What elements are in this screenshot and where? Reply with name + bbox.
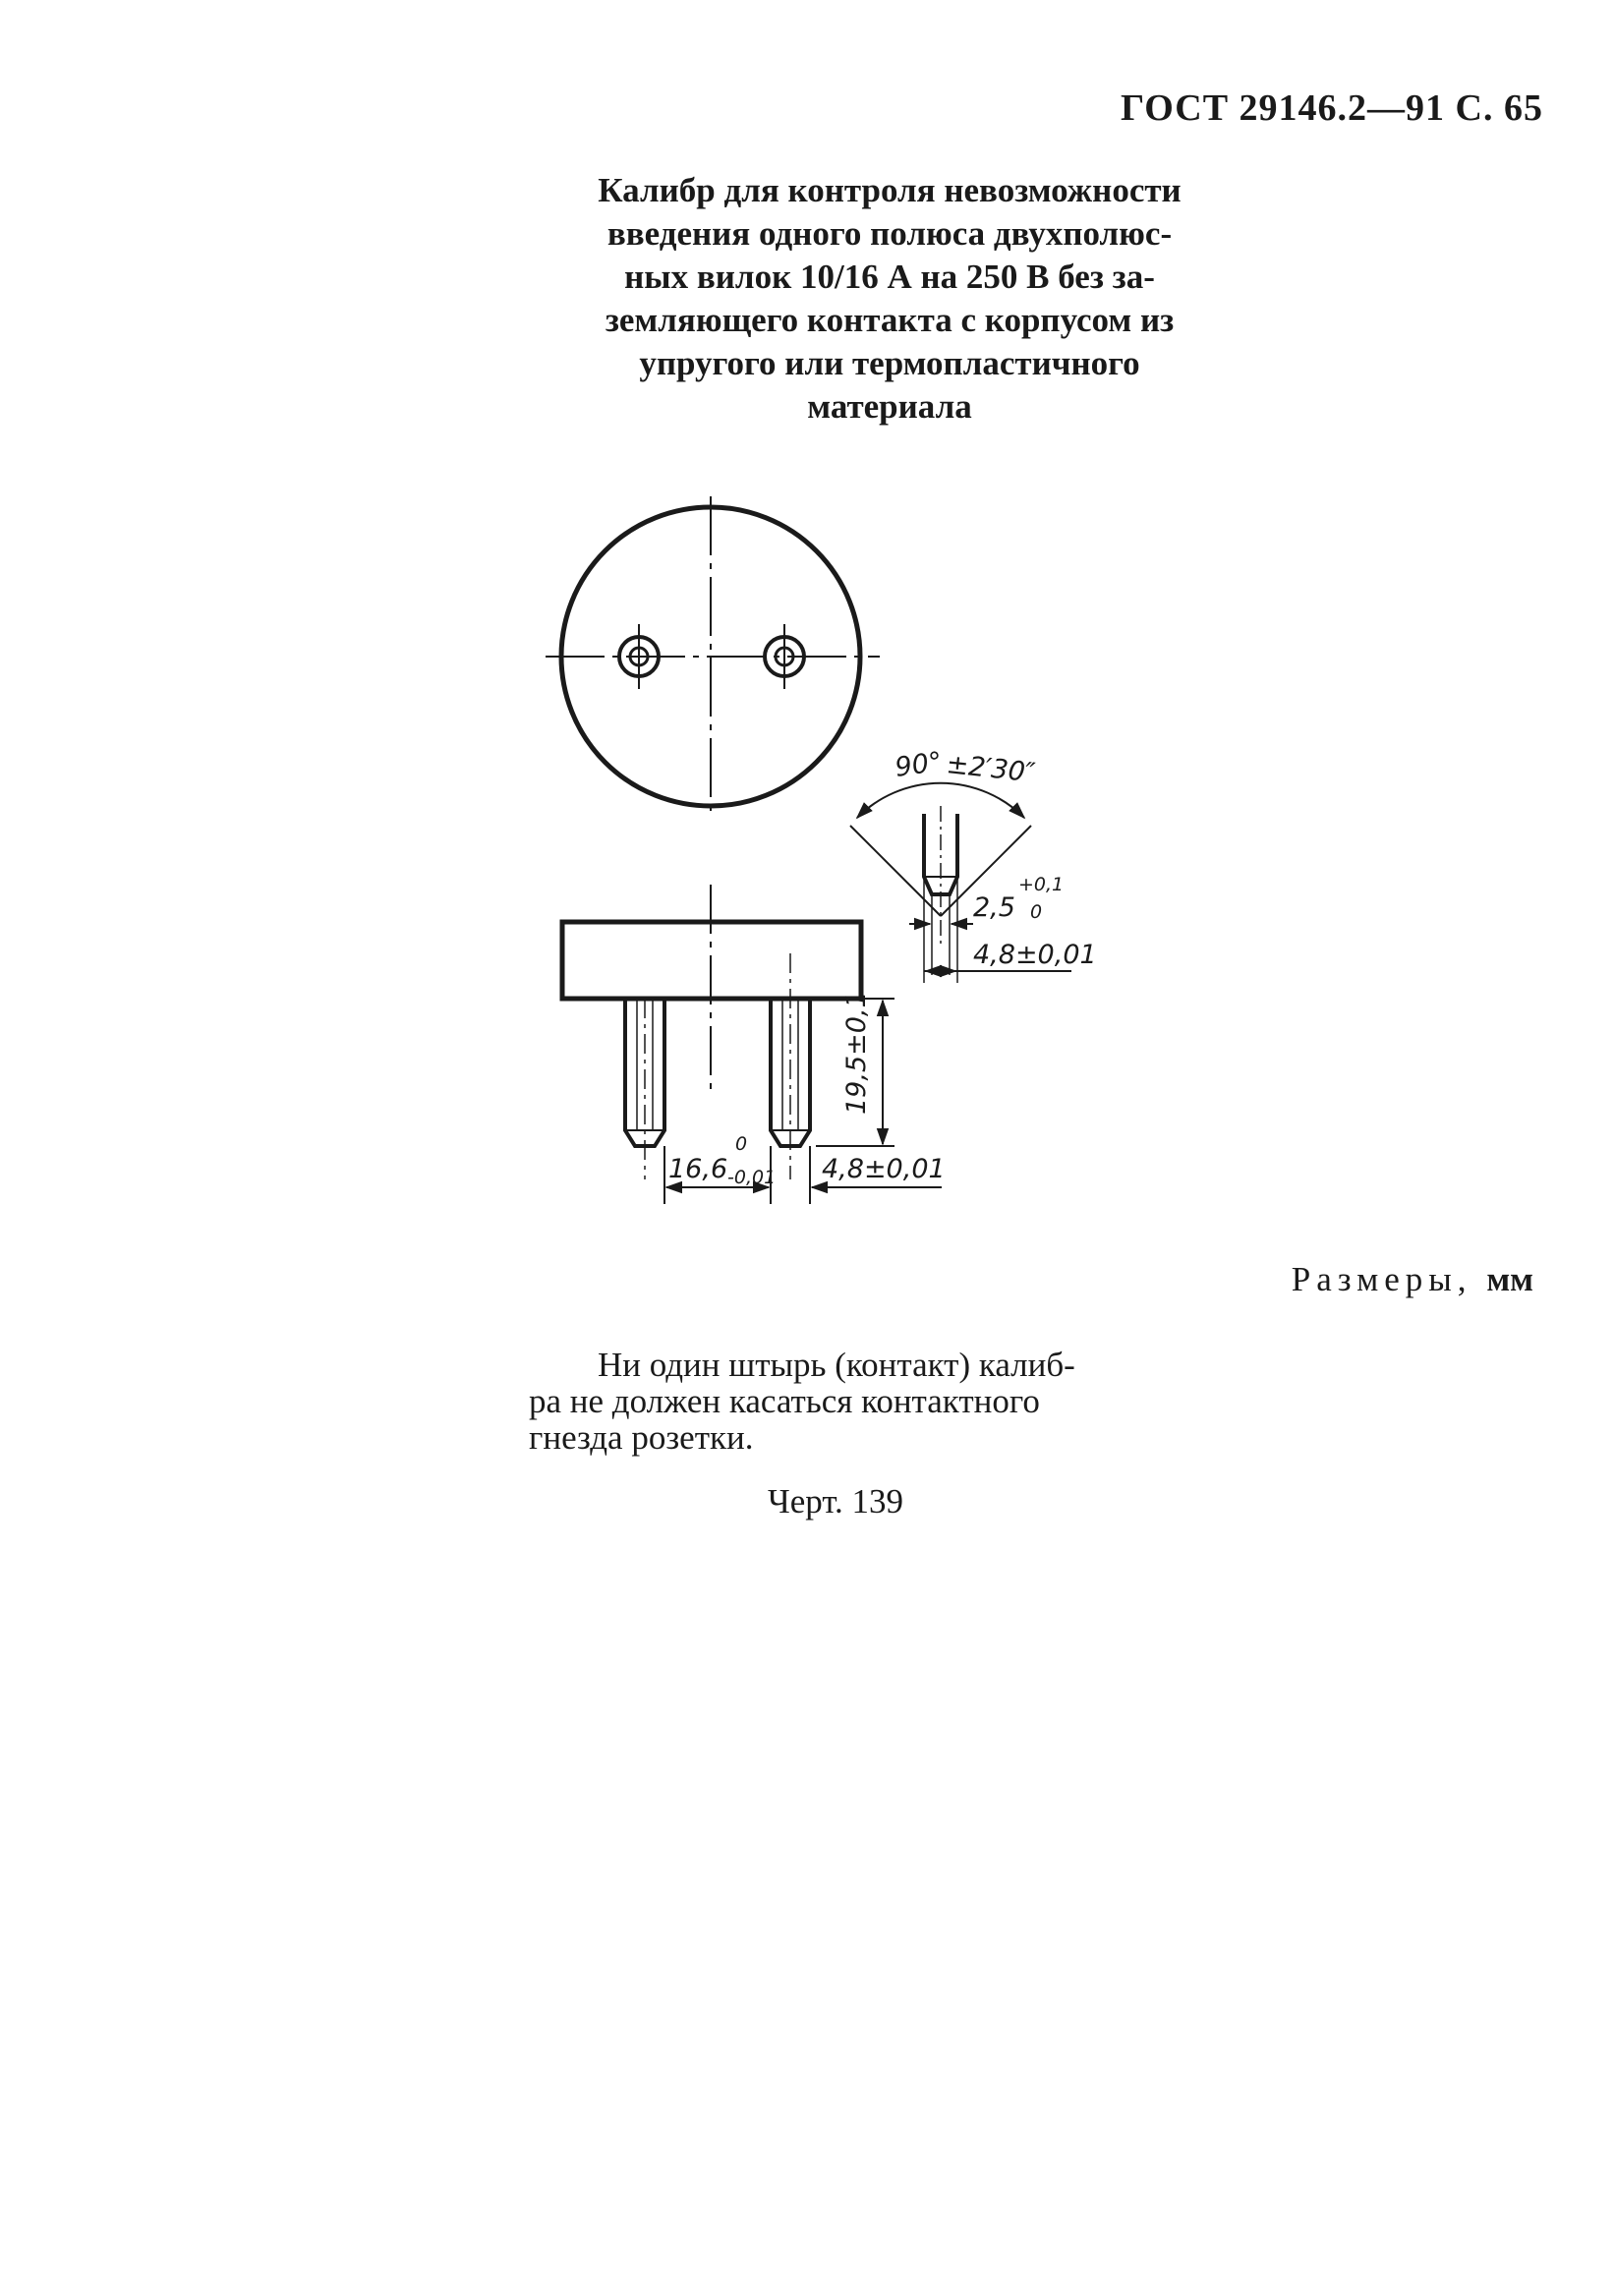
pin-spacing-label: 16,6	[668, 1154, 728, 1184]
title-line: Калибр для контроля невозможности	[598, 171, 1182, 209]
note-paragraph	[529, 1347, 1158, 1456]
angle-main-label: 90°	[893, 746, 945, 783]
figure-caption: Черт. 139	[768, 1482, 903, 1521]
units-text: Размеры,	[1291, 1260, 1472, 1298]
page-header: ГОСТ 29146.2—91 С. 65	[1121, 87, 1543, 129]
pin-spacing-lower-tolerance: -0,01	[727, 1167, 777, 1188]
pin-spacing-upper-tolerance: 0	[735, 1133, 748, 1155]
tip-width-label: 2,5	[973, 892, 1015, 923]
detail-pin	[924, 814, 957, 894]
note-line: Ни один штырь (контакт) калиб-	[598, 1346, 1075, 1384]
note-line: гнезда розетки.	[529, 1418, 754, 1457]
title-line: материала	[807, 387, 972, 426]
title-line: упругого или термопластичного	[639, 344, 1140, 382]
tip-width-lower-tolerance: 0	[1030, 901, 1043, 923]
title-line: ных вилок 10/16 А на 250 В без за-	[624, 258, 1155, 296]
tip-width-upper-tolerance: +0,1	[1018, 874, 1065, 895]
pin-diameter-label: 4,8±0,01	[822, 1154, 946, 1184]
units-label	[1209, 1260, 1533, 1299]
note-line: ра не должен касаться контактного	[529, 1382, 1040, 1420]
detail-pin-diameter-label: 4,8±0,01	[973, 940, 1097, 970]
top-view	[546, 496, 880, 816]
units-unit: мм	[1486, 1260, 1533, 1298]
pin-length-label: 19,5±0,1	[841, 991, 872, 1115]
title-line: введения одного полюса двухполюс-	[606, 214, 1173, 253]
angle-tolerance-label: ±2′30″	[945, 749, 1037, 789]
title-line: земляющего контакта с корпусом из	[605, 301, 1175, 339]
angle-leg-left	[850, 826, 941, 916]
